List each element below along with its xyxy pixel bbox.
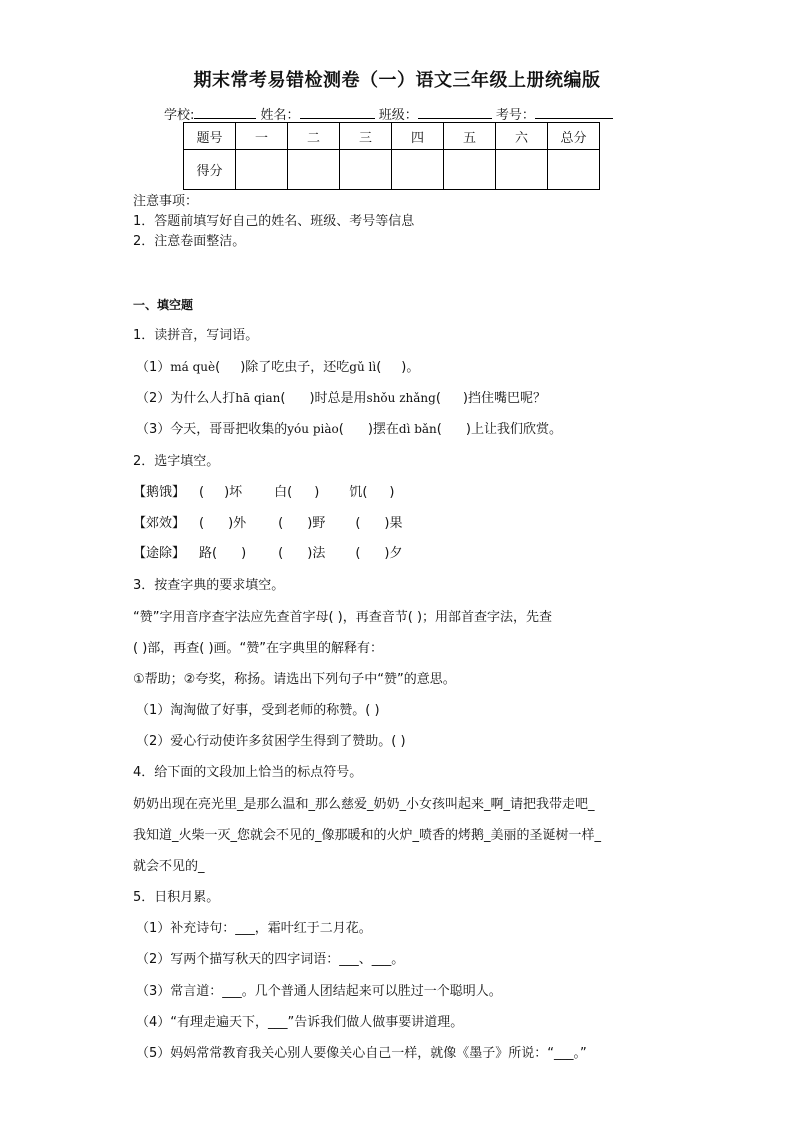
pinyin-youpiao: yóu piào (287, 422, 339, 436)
score-table-header-row (184, 123, 600, 150)
answer-paren-open: ( (199, 516, 205, 531)
score-cell[interactable] (548, 150, 600, 190)
answer-paren-open: ( (435, 391, 441, 406)
score-header-cell: 一 (236, 123, 288, 150)
char-group-label: 【鹅饿】 (133, 485, 186, 500)
score-header-cell: 六 (496, 123, 548, 150)
word-text: )法 (307, 546, 326, 561)
sentence-text: )上让我们欣赏。 (465, 422, 562, 437)
question-5-item: （4）“有理走遍天下，___”告诉我们做人做事要讲道理。 (136, 1015, 464, 1030)
notes-item: 2．注意卷面整洁。 (133, 234, 246, 249)
word-text: )夕 (384, 546, 403, 561)
pinyin-haqian: hā qian (235, 391, 281, 405)
question-1-item-3 (136, 418, 562, 437)
question-2-row-3 (133, 542, 402, 561)
answer-paren-open: ( (199, 485, 205, 500)
question-1-item-1 (136, 356, 419, 375)
answer-paren-open: ( (338, 422, 344, 437)
score-header-cell: 三 (340, 123, 392, 150)
char-group-label: 【郊效】 (133, 516, 186, 531)
question-3-stem: 3．按查字典的要求填空。 (133, 578, 285, 593)
answer-paren-open: ( (278, 516, 284, 531)
answer-paren-open: ( (215, 360, 221, 375)
name-label: 姓名： (260, 108, 300, 123)
notes-block (133, 192, 414, 252)
school-blank[interactable] (194, 106, 256, 119)
answer-paren-open: ( (280, 391, 286, 406)
sentence-text: （2）为什么人打 (136, 391, 236, 406)
sentence-text: )除了吃虫子，还吃 (240, 360, 350, 375)
score-table-score-row (184, 150, 600, 190)
score-header-cell: 二 (288, 123, 340, 150)
sentence-text: )挡住嘴巴呢？ (462, 391, 546, 406)
score-cell[interactable] (340, 150, 392, 190)
section-title: 一、填空题 (133, 298, 194, 312)
notes-heading: 注意事项： (133, 194, 199, 209)
word-text: 饥( (349, 485, 368, 500)
word-text: )果 (384, 516, 403, 531)
word-text: 白( (274, 485, 293, 500)
question-5-item: （5）妈妈常常教育我关心别人要像关心自己一样，就像《墨子》所说：“___。” (136, 1046, 587, 1061)
question-1-item-2 (136, 387, 546, 406)
answer-paren-open: ( (278, 546, 284, 561)
answer-paren-open: ( (355, 516, 361, 531)
notes-item: 1．答题前填写好自己的姓名、班级、考号等信息 (133, 214, 415, 229)
score-cell[interactable] (236, 150, 288, 190)
pinyin-guli: gǔ lì (349, 360, 377, 374)
question-2-row-2 (133, 512, 402, 531)
question-3-paragraph: ①帮助；②夸奖，称扬。请选出下列句子中“赞”的意思。 (133, 672, 456, 687)
score-cell[interactable] (288, 150, 340, 190)
answer-paren-open: ( (355, 546, 361, 561)
sentence-text: )。 (401, 360, 420, 375)
question-4-paragraph: 奶奶出现在亮光里_是那么温和_那么慈爱_奶奶_小女孩叫起来_啊_请把我带走吧_ (133, 797, 595, 812)
question-4-paragraph: 就会不见的_ (133, 859, 205, 874)
school-label: 学校: (164, 108, 195, 123)
score-header-cell: 总分 (548, 123, 600, 150)
word-text: )外 (228, 516, 247, 531)
score-row-label: 得分 (184, 150, 236, 190)
question-5-item: （2）写两个描写秋天的四字词语：___、___。 (136, 952, 405, 967)
word-text: ) (241, 546, 247, 561)
question-5-item: （1）补充诗句：___，霜叶红于二月花。 (136, 921, 372, 936)
exam-number-blank[interactable] (535, 106, 613, 119)
score-header-cell: 五 (444, 123, 496, 150)
student-info-row (164, 104, 613, 123)
question-3-paragraph: ( )部，再查( )画。“赞”在字典里的解释有： (133, 641, 384, 656)
question-2-stem: 2．选字填空。 (133, 454, 220, 469)
item-number: （1） (136, 360, 171, 375)
pinyin-diban: dì bǎn (398, 422, 437, 436)
page-title: 期末常考易错检测卷（一）语文三年级上册统编版 (193, 70, 601, 91)
name-blank[interactable] (300, 106, 375, 119)
sentence-text: （3）今天，哥哥把收集的 (136, 422, 288, 437)
question-4-stem: 4．给下面的文段加上恰当的标点符号。 (133, 765, 363, 780)
word-text: )坏 (224, 485, 243, 500)
score-table (183, 122, 600, 190)
sentence-text: )摆在 (367, 422, 399, 437)
sentence-text: )时总是用 (309, 391, 367, 406)
score-header-cell: 四 (392, 123, 444, 150)
answer-paren-open: ( (376, 360, 382, 375)
word-text: ) (314, 485, 320, 500)
score-cell[interactable] (392, 150, 444, 190)
word-text: 路( (199, 546, 218, 561)
question-4-paragraph: 我知道_火柴一灭_您就会不见的_像那暖和的火炉_喷香的烤鹅_美丽的圣诞树一样_ (133, 828, 602, 843)
word-text: ) (389, 485, 395, 500)
pinyin-maque: má què (170, 360, 216, 374)
class-label: 班级： (378, 108, 418, 123)
char-group-label: 【途除】 (133, 546, 186, 561)
question-3-paragraph: “赞”字用音序查字法应先查首字母( )，再查音节( )；用部首查字法，先查 (133, 610, 553, 625)
question-3-item-2: （2）爱心行动使许多贫困学生得到了赞助。( ) (136, 734, 406, 749)
question-2-row-1 (133, 481, 394, 500)
score-header-cell: 题号 (184, 123, 236, 150)
question-5-item: （3）常言道：___。几个普通人团结起来可以胜过一个聪明人。 (136, 984, 502, 999)
question-3-item-1: （1）淘淘做了好事，受到老师的称赞。( ) (136, 703, 380, 718)
word-text: )野 (307, 516, 326, 531)
class-blank[interactable] (418, 106, 492, 119)
score-cell[interactable] (496, 150, 548, 190)
exam-number-label: 考号： (495, 108, 535, 123)
pinyin-shouzhang: shǒu zhǎng (366, 391, 436, 405)
question-1-stem: 1．读拼音，写词语。 (133, 328, 259, 343)
score-cell[interactable] (444, 150, 496, 190)
question-5-stem: 5．日积月累。 (133, 890, 220, 905)
answer-paren-open: ( (436, 422, 442, 437)
